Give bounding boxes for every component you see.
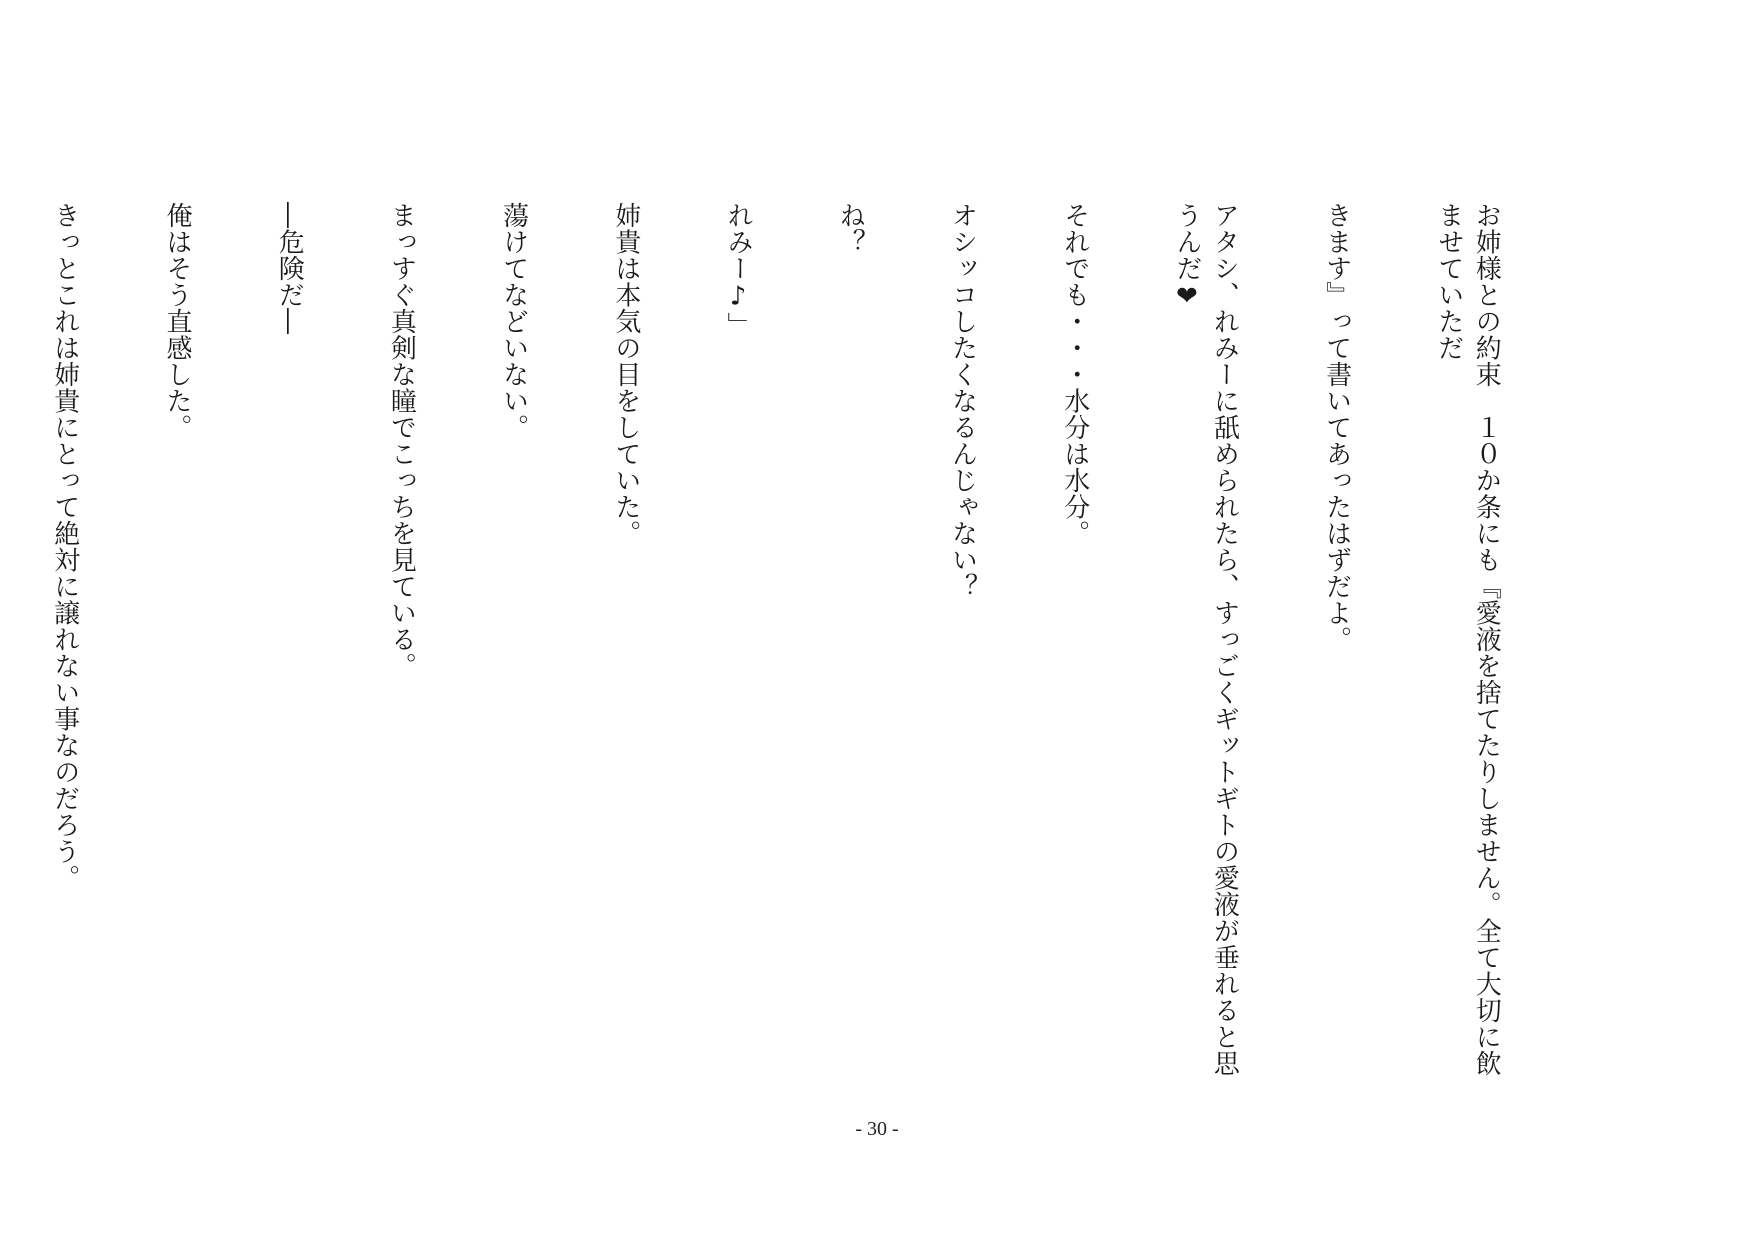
vertical-text-block (0, 202, 1579, 1082)
page-number: - 30 - (855, 1118, 899, 1140)
text-line: きます』って書いてあったはずだよ。 (1321, 202, 1352, 653)
text-line: 蕩けてなどいない。 (498, 202, 529, 441)
text-line: オシッコしたくなるんじゃない？ (947, 202, 978, 600)
text-line: 姉貴は本気の目をしていた。 (610, 202, 641, 547)
text-line: まっすぐ真剣な瞳でこっちを見ている。 (386, 202, 417, 679)
text-line: ね？ (835, 202, 866, 255)
text-line: れみー♪」 (723, 202, 754, 339)
text-line: 俺はそう直感した。 (161, 202, 192, 441)
text-line: アタシ、れみーに舐められたら、すっごくギットギトの愛液が垂れると思うんだ❤ (1171, 202, 1240, 1077)
text-line: それでも・・・水分は水分。 (1059, 202, 1090, 547)
text-line: きっとこれは姉貴にとって絶対に譲れない事なのだろう。 (49, 202, 80, 891)
text-line: ―危険だ― (274, 202, 305, 335)
text-line: お姉様との約束 １０か条にも『愛液を捨てたりしません。全て大切に飲ませていただ (1433, 202, 1502, 1077)
